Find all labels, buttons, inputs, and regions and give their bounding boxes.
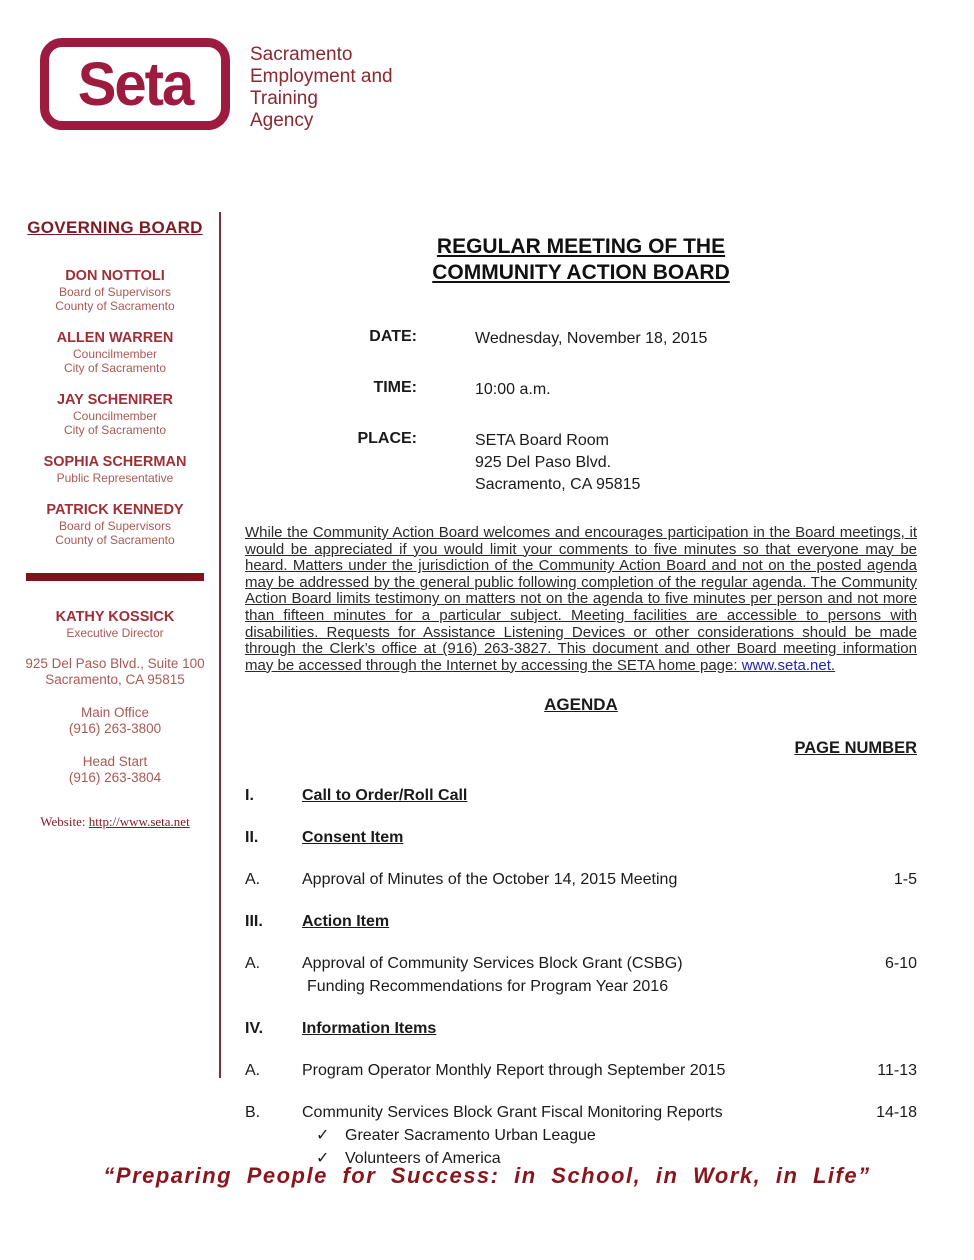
- head-start-contact: [18, 754, 212, 786]
- member-name: ALLEN WARREN: [56, 330, 174, 346]
- member-role: Councilmember: [72, 347, 158, 361]
- motto-quote: “Preparing People for Success: in School, in Work, in Life”: [103, 1163, 871, 1188]
- member-role: Board of Supervisors: [58, 519, 172, 533]
- agenda-item-csbg-funding: [245, 952, 917, 998]
- page-number-heading: PAGE NUMBER: [794, 739, 917, 758]
- contact-phone: (916) 263-3804: [68, 770, 162, 785]
- check-list-item: [302, 1124, 865, 1147]
- seta-logo: [40, 38, 230, 130]
- item-number: II.: [245, 829, 259, 847]
- check-item-text: Greater Sacramento Urban League: [345, 1127, 596, 1145]
- place-line: 925 Del Paso Blvd.: [475, 454, 612, 471]
- org-name-line: Employment and: [250, 66, 393, 87]
- item-number: III.: [245, 913, 263, 931]
- item-line: Approval of Community Services Block Grant (CSBG): [302, 955, 683, 973]
- meta-row-time: [245, 379, 917, 401]
- website-link[interactable]: http://www.seta.net: [88, 814, 190, 829]
- item-pages: 14-18: [876, 1104, 917, 1122]
- notice-text: While the Community Action Board welcomes and encourages participation in the Board meetings, it would be appreciated if you would limit your comments to five minutes so that everyone may be heard. Matters under the jurisdiction of the Community Action Board and not on the posted agenda may be addressed by the general public following completion of the regular agenda. The Community Action Board limits testimony on matters not on the agenda to five minutes per person and not more than fifteen minutes for a particular subject. Meeting facilities are accessible to persons with disabilities. Requests for Assistance Listening Devices or other considerations should be made through the Clerk’s office at (916) 263-3827. This document and other Board meeting information may be accessed through the Internet by accessing the SETA home page:: [245, 524, 917, 674]
- website-label: Website:: [40, 814, 86, 829]
- website-line: [18, 814, 212, 830]
- item-text: Program Operator Monthly Report through September 2015: [302, 1062, 726, 1080]
- agenda-items: [245, 784, 917, 1170]
- item-pages: 6-10: [884, 955, 917, 973]
- contact-label: Main Office: [80, 705, 150, 720]
- org-name-line: Sacramento: [250, 44, 353, 65]
- agenda-item-minutes: [245, 868, 917, 891]
- place-line: SETA Board Room: [475, 432, 609, 449]
- place-line: Sacramento, CA 95815: [475, 476, 641, 493]
- address-line: 925 Del Paso Blvd., Suite 100: [25, 656, 205, 671]
- item-number: IV.: [245, 1020, 264, 1038]
- board-members-list: [18, 268, 212, 547]
- item-line: Funding Recommendations for Program Year 2016: [307, 978, 669, 996]
- contact-phone: (916) 263-3800: [68, 721, 162, 736]
- board-member: [18, 454, 212, 485]
- item-letter: A.: [245, 871, 261, 889]
- member-org: County of Sacramento: [55, 299, 175, 313]
- date-value: Wednesday, November 18, 2015: [475, 330, 708, 347]
- item-pages: 1-5: [893, 871, 917, 889]
- agenda-item-monthly-report: [245, 1059, 917, 1082]
- org-name: [250, 44, 393, 132]
- sidebar-vertical-divider: [219, 212, 221, 1078]
- member-org: County of Sacramento: [55, 533, 175, 547]
- agenda-section-roll-call: [245, 784, 917, 807]
- address-line: Sacramento, CA 95815: [45, 672, 185, 687]
- org-name-line: Training: [250, 88, 318, 109]
- time-label: TIME:: [373, 379, 417, 396]
- governing-board-sidebar: [18, 218, 212, 830]
- item-letter: B.: [245, 1104, 261, 1122]
- check-item-text: Volunteers of America: [345, 1150, 501, 1168]
- contact-label: Head Start: [82, 754, 148, 769]
- meta-row-date: [245, 328, 917, 350]
- item-letter: A.: [245, 955, 261, 973]
- member-name: PATRICK KENNEDY: [46, 502, 184, 518]
- place-value: [475, 430, 640, 496]
- item-pages: 11-13: [877, 1062, 917, 1080]
- member-org: City of Sacramento: [63, 423, 167, 437]
- agenda-item-fiscal-monitoring: [245, 1101, 917, 1170]
- item-text: Approval of Minutes of the October 14, 2015 Meeting: [302, 871, 678, 889]
- meeting-meta: [245, 328, 917, 496]
- seta-logo-text: Seta: [77, 49, 193, 119]
- section-title: Consent Item: [302, 829, 404, 847]
- board-member: [18, 330, 212, 375]
- board-member: [18, 392, 212, 437]
- agenda-section-consent: [245, 826, 917, 849]
- section-title: Call to Order/Roll Call: [302, 787, 468, 805]
- director-title: Executive Director: [66, 626, 164, 640]
- item-number: I.: [245, 787, 254, 805]
- item-line: Community Services Block Grant Fiscal Monitoring Reports: [302, 1104, 723, 1122]
- notice-period: .: [830, 656, 836, 674]
- meta-row-place: [245, 430, 917, 496]
- member-org: City of Sacramento: [63, 361, 167, 375]
- member-role: Board of Supervisors: [58, 285, 172, 299]
- date-label: DATE:: [369, 328, 417, 345]
- executive-director-block: [18, 609, 212, 640]
- section-title: Information Items: [302, 1020, 437, 1038]
- agenda-heading: AGENDA: [544, 695, 618, 715]
- place-label: PLACE:: [357, 430, 417, 447]
- governing-board-heading: GOVERNING BOARD: [27, 218, 203, 237]
- meeting-title-line1: REGULAR MEETING OF THE: [436, 235, 726, 258]
- agenda-section-action: [245, 910, 917, 933]
- item-text: [302, 952, 865, 998]
- item-text: [302, 1101, 865, 1170]
- seta-homepage-link[interactable]: www.seta.net: [741, 656, 831, 674]
- time-value: 10:00 a.m.: [475, 381, 551, 398]
- board-member: [18, 502, 212, 547]
- board-member: [18, 268, 212, 313]
- org-name-line: Agency: [250, 110, 314, 131]
- office-address: [18, 656, 212, 688]
- agenda-section-information: [245, 1017, 917, 1040]
- agenda-main-content: [245, 234, 917, 1189]
- main-office-contact: [18, 705, 212, 737]
- meeting-title-line2: COMMUNITY ACTION BOARD: [432, 261, 730, 284]
- item-letter: A.: [245, 1062, 261, 1080]
- member-name: JAY SCHENIRER: [56, 392, 174, 408]
- director-name: KATHY KOSSICK: [55, 609, 175, 625]
- member-role: Councilmember: [72, 409, 158, 423]
- public-participation-notice: [245, 525, 917, 674]
- sidebar-divider-bar: [26, 573, 204, 581]
- section-title: Action Item: [302, 913, 390, 931]
- checkmark-icon: ✓: [316, 1127, 330, 1145]
- checkmark-icon: ✓: [316, 1150, 330, 1168]
- member-name: SOPHIA SCHERMAN: [43, 454, 187, 470]
- member-role: Public Representative: [56, 471, 174, 485]
- member-name: DON NOTTOLI: [65, 268, 165, 284]
- meeting-title: [245, 234, 917, 286]
